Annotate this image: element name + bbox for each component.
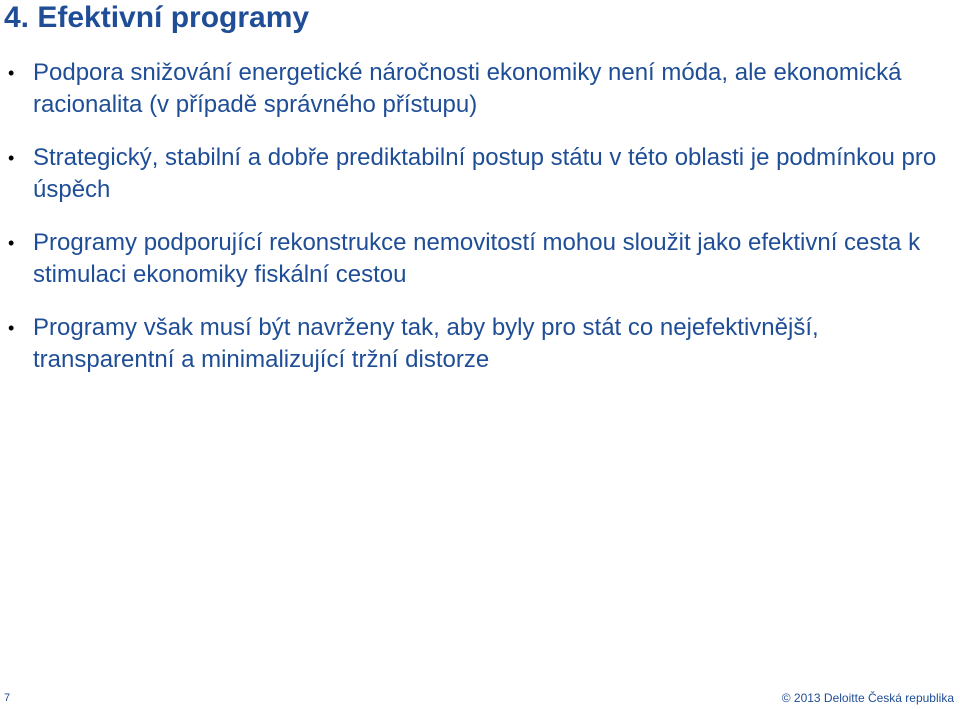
- bullet-item-4: [0, 312, 940, 376]
- bullet-text: Strategický, stabilní a dobře prediktabilní postup státu v této oblasti je podmínkou pro úspěch: [33, 144, 937, 203]
- bullet-icon: •: [8, 148, 15, 168]
- page-number: 7: [4, 692, 11, 704]
- bullet-icon: •: [8, 63, 15, 83]
- bullet-item-2: [0, 142, 940, 206]
- bullet-icon: •: [8, 233, 15, 253]
- bullet-text: Programy podporující rekonstrukce nemovitostí mohou sloužit jako efektivní cesta k stimulaci ekonomiky fiskální cestou: [33, 229, 921, 288]
- bullet-list: [0, 57, 940, 397]
- bullet-text: Podpora snižování energetické náročnosti ekonomiky není móda, ale ekonomická racionalita (v případě správného přístupu): [33, 59, 902, 118]
- slide-title: 4. Efektivní programy: [4, 1, 310, 34]
- bullet-text: Programy však musí být navrženy tak, aby byly pro stát co nejefektivnější, transparentní a minimalizující tržní distorze: [33, 314, 819, 373]
- bullet-item-1: [0, 57, 940, 121]
- bullet-icon: •: [8, 318, 15, 338]
- copyright-notice: © 2013 Deloitte Česká republika: [781, 691, 954, 705]
- bullet-item-3: [0, 227, 940, 291]
